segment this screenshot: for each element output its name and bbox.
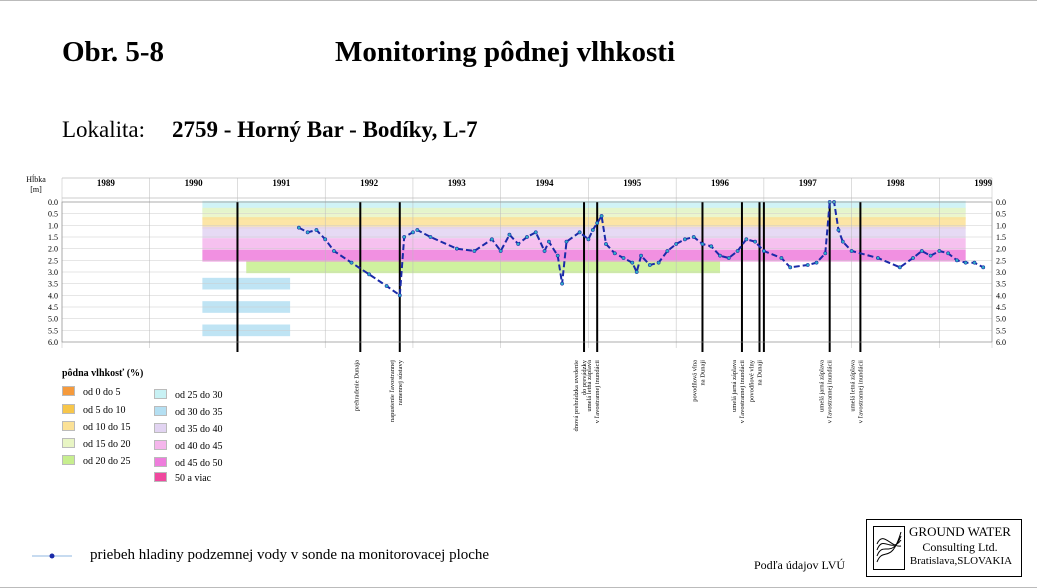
legend-item (154, 406, 223, 418)
legend-label: od 10 do 15 (83, 422, 131, 433)
year-label: 1996 (711, 178, 730, 188)
legend-item (154, 389, 223, 401)
y-tick-label-right: 5.5 (996, 326, 1006, 336)
event-label: na Dunaji (699, 360, 707, 386)
event-label: povodňové vlny (748, 360, 756, 403)
groundwater-point (600, 214, 603, 217)
groundwater-point (683, 238, 686, 241)
year-label: 1991 (272, 178, 291, 188)
y-tick-label-right: 3.5 (996, 279, 1006, 289)
groundwater-point (841, 240, 844, 243)
legend-swatch (154, 440, 167, 450)
event-label: ramennej sústavy (396, 360, 404, 406)
groundwater-point (898, 266, 901, 269)
groundwater-point (306, 231, 309, 234)
y-tick-label-left: 5.5 (48, 326, 58, 336)
groundwater-point (324, 238, 327, 241)
groundwater-point (350, 261, 353, 264)
year-label: 1990 (184, 178, 203, 188)
y-tick-label-left: 2.5 (48, 256, 58, 266)
groundwater-point (556, 254, 559, 257)
groundwater-point (692, 235, 695, 238)
logo-text-line1: GROUND WATER (909, 524, 1011, 539)
y-tick-label-left: 1.0 (48, 221, 58, 231)
legend-swatch (154, 389, 167, 399)
groundwater-point (543, 249, 546, 252)
legend-swatch (154, 457, 167, 467)
y-axis-label: Hĺbka (26, 175, 46, 184)
groundwater-point (837, 228, 840, 231)
y-tick-label-right: 4.0 (996, 291, 1006, 301)
groundwater-point (403, 235, 406, 238)
legend-swatch (154, 472, 167, 482)
legend-label: od 40 do 45 (175, 441, 223, 452)
groundwater-point (455, 247, 458, 250)
y-tick-label-left: 4.5 (48, 303, 58, 312)
legend-swatch (62, 421, 75, 431)
y-tick-label-right: 3.0 (996, 268, 1006, 277)
groundwater-point (710, 245, 713, 248)
groundwater-legend (32, 547, 489, 564)
groundwater-point (297, 226, 300, 229)
year-label: 1993 (447, 178, 466, 188)
event-label: umelá jarná záplava (818, 360, 826, 412)
groundwater-point (639, 254, 642, 257)
legend-item (154, 457, 223, 469)
y-axis-unit: [m] (30, 185, 42, 194)
y-tick-label-left: 0.5 (48, 209, 58, 219)
event-label: umelá jarná záplava (730, 360, 738, 412)
legend-item (154, 423, 223, 435)
groundwater-point (635, 270, 638, 273)
groundwater-point (604, 242, 607, 245)
y-tick-label-left: 3.5 (48, 279, 58, 289)
legend-item (62, 404, 126, 416)
legend-item (154, 472, 211, 484)
groundwater-point (929, 254, 932, 257)
groundwater-point (499, 249, 502, 252)
figure-number: Obr. 5-8 (62, 36, 165, 68)
groundwater-point (591, 228, 594, 231)
groundwater-point (367, 273, 370, 276)
y-tick-label-right: 6.0 (996, 338, 1006, 347)
groundwater-point (947, 252, 950, 255)
groundwater-point (911, 256, 914, 259)
year-label: 1992 (360, 178, 379, 188)
year-label: 1989 (96, 178, 115, 188)
groundwater-point (398, 294, 401, 297)
groundwater-point (315, 228, 318, 231)
groundwater-point (973, 261, 976, 264)
groundwater-point (631, 261, 634, 264)
legend-swatch (154, 423, 167, 433)
groundwater-point (745, 238, 748, 241)
groundwater-point (955, 259, 958, 262)
legend-title: pôdna vlhkosť (%) (62, 368, 144, 379)
groundwater-point (938, 249, 941, 252)
event-label: dnová prehrádzka uvedenie (573, 360, 581, 432)
moisture-band (246, 262, 720, 274)
legend-item (62, 438, 131, 450)
event-label: na Dunaji (756, 360, 764, 386)
legend-swatch (154, 406, 167, 416)
y-tick-label-right: 2.5 (996, 256, 1006, 266)
event-label: v ľavostrannej inundácii (594, 360, 602, 424)
y-tick-label-right: 1.0 (996, 221, 1006, 231)
groundwater-point (587, 238, 590, 241)
groundwater-point (578, 231, 581, 234)
groundwater-point (508, 233, 511, 236)
legend-label: od 15 do 20 (83, 439, 131, 450)
groundwater-point (490, 238, 493, 241)
groundwater-point (982, 266, 985, 269)
event-label: napustenie ľavostrannej (388, 360, 396, 423)
event-label: v ľavostrannej inundácii (857, 360, 865, 424)
legend-label: od 0 do 5 (83, 387, 121, 398)
legend-label: 50 a viac (175, 473, 212, 484)
legend-label: od 35 do 40 (175, 424, 223, 435)
groundwater-point (762, 249, 765, 252)
event-label: umelá letná záplava (849, 360, 857, 412)
data-source: Podľa údajov LVÚ (754, 558, 846, 572)
y-tick-label-left: 3.0 (48, 268, 58, 277)
groundwater-point (920, 249, 923, 252)
groundwater-point (701, 242, 704, 245)
y-tick-label-left: 6.0 (48, 338, 58, 347)
event-label: umelá letná záplava (586, 360, 594, 412)
groundwater-point (789, 266, 792, 269)
groundwater-legend-label: priebeh hladiny podzemnej vody v sonde na monitorovacej ploche (90, 547, 490, 563)
groundwater-point (727, 256, 730, 259)
groundwater-line-sample-icon (32, 550, 72, 562)
y-tick-label-left: 5.0 (48, 314, 58, 324)
groundwater-point (596, 221, 599, 224)
groundwater-point (754, 240, 757, 243)
event-label: v ľavostrannej inundácii (738, 360, 746, 424)
groundwater-point (565, 240, 568, 243)
groundwater-point (824, 252, 827, 255)
legend-label: od 25 do 30 (175, 390, 223, 401)
groundwater-point (547, 240, 550, 243)
groundwater-point (964, 261, 967, 264)
groundwater-point (736, 249, 739, 252)
event-label: povodňová vlna (691, 360, 699, 402)
legend-swatch (62, 438, 75, 448)
logo-text-line2: Consulting Ltd. (922, 540, 998, 554)
legend-swatch (62, 404, 75, 414)
groundwater-point (411, 231, 414, 234)
y-tick-label-right: 2.0 (996, 244, 1006, 254)
legend-swatch (62, 455, 75, 465)
groundwater-point (385, 284, 388, 287)
event-label: prehradenie Dunaja (353, 360, 361, 412)
legend-swatch (62, 386, 75, 396)
year-label: 1999 (974, 178, 993, 188)
y-tick-label-left: 1.5 (48, 233, 58, 242)
groundwater-point (657, 261, 660, 264)
groundwater-point (613, 252, 616, 255)
groundwater-point (429, 235, 432, 238)
year-label: 1994 (535, 178, 554, 188)
groundwater-point (850, 249, 853, 252)
legend-label: od 30 do 35 (175, 407, 223, 418)
y-tick-label-right: 5.0 (996, 314, 1006, 324)
year-label: 1995 (623, 178, 642, 188)
y-tick-label-right: 4.5 (996, 303, 1006, 312)
legend-item (62, 421, 131, 433)
groundwater-point (525, 235, 528, 238)
groundwater-point (718, 254, 721, 257)
y-tick-label-left: 2.0 (48, 244, 58, 254)
groundwater-point (534, 231, 537, 234)
groundwater-point (815, 261, 818, 264)
legend-item (62, 386, 121, 398)
locality-value: 2759 - Horný Bar - Bodíky, L-7 (172, 117, 478, 142)
page-title: Monitoring pôdnej vlhkosti (335, 36, 675, 68)
groundwater-point (876, 256, 879, 259)
legend-item (62, 455, 131, 467)
legend-label: od 45 do 50 (175, 458, 223, 469)
legend-label: od 5 do 10 (83, 405, 126, 416)
groundwater-point (473, 249, 476, 252)
groundwater-point (622, 256, 625, 259)
groundwater-point (806, 263, 809, 266)
y-tick-label-right: 0.0 (996, 198, 1006, 207)
logo-text-line3: Bratislava,SLOVAKIA (909, 555, 1013, 567)
event-label: do prevádzky (581, 360, 589, 396)
groundwater-point (560, 282, 563, 285)
y-tick-label-left: 4.0 (48, 291, 58, 301)
y-tick-label-right: 0.5 (996, 209, 1006, 219)
year-label: 1998 (886, 178, 905, 188)
year-label: 1997 (798, 178, 817, 188)
groundwater-point (332, 249, 335, 252)
groundwater-point (416, 228, 419, 231)
groundwater-point (666, 249, 669, 252)
y-tick-label-right: 1.5 (996, 233, 1006, 242)
legend-item (154, 440, 223, 452)
groundwater-point (780, 256, 783, 259)
groundwater-point (648, 263, 651, 266)
groundwater-point (517, 242, 520, 245)
y-tick-label-left: 0.0 (48, 198, 58, 207)
locality-label: Lokalita: (62, 117, 146, 142)
legend-label: od 20 do 25 (83, 456, 131, 467)
event-label: v ľavostrannej inundácii (826, 360, 834, 424)
groundwater-point (675, 242, 678, 245)
